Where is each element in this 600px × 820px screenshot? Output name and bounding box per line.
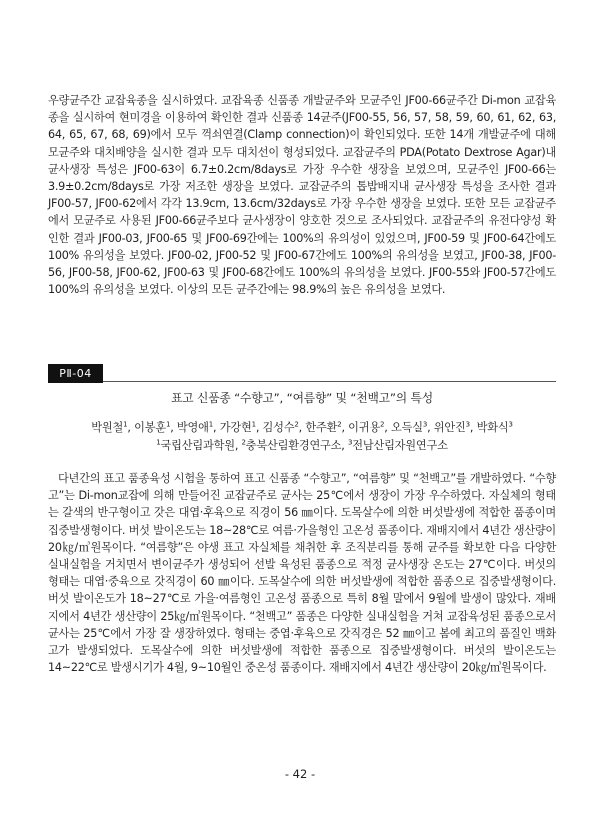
author: 가강현$^1$ (219, 420, 256, 434)
author: 이봉훈$^1$ (134, 420, 171, 434)
affiliation: $^3$전남산림자원연구소 (347, 438, 448, 452)
affiliation-list: $^1$국립산림과학원, $^2$충북산림환경연구소, $^3$전남산림자원연구소 (156, 438, 448, 452)
section-rule (103, 381, 556, 382)
body-paragraph-2: 다년간의 표고 품종육성 시험을 통하여 표고 신품종 “수향고”, “여름향” 및 “천백고”를 개발하였다. “수향고”는 Di-mon교잡에 의해 만들어진 교잡균주로 균사는 25℃에서 생장이 가장 우수하였다. 자실체의 형태는 갈색의 반구형이고 갓은 대엽·후육으로 직경이 56 ㎜이다. 도목살수에 의한 버섯발생에 적합한 품종이며 집중발생형이다. 버섯 발이온도는 18~28℃로 여름·가을형인 고온성 품종이다. 재배지에서 4년간 생산량이 20㎏/㎥원목이다. “여름향”은 야생 표고 자실체를 채취한 후 조직분리를 통해 균주를 확보한 다음 다양한 실내실험을 거치면서 변이균주가 생성되어 선발 육성된 품종으로 적정 균사생장 온도는 27℃이다. 버섯의 형태는 대엽·중육으로 갓직경이 60 ㎜이다. 도목살수에 의한 버섯발생에 적합한 품종으로 집중발생형이다. 버섯 발이온도가 18~27℃로 가을·여름형인 고온성 품종으로 특히 8월 말에서 9월에 발생이 많았다. 재배지에서 4년간 생산량이 25㎏/㎥원목이다. “천백고” 품종은 다양한 실내실험을 거쳐 교잡육성된 품종으로서 균사는 25℃에서 가장 잘 생장하였다. 형태는 중엽·후육으로 갓직경은 52 ㎜이고 봄에 최고의 품질인 백화고가 발생되었다. 도목살수에 의한 버섯발생에 적합한 품종으로 집중발생형이다. 버섯의 발이온도는 14~22℃로 발생시기가 4월, 9~10월인 중온성 품종이다. 재배지에서 4년간 생산량이 20㎏/㎥원목이다. (48, 472, 556, 675)
section-title: 표고 신품종 “수향고”, “여름향” 및 “천백고”의 특성 (171, 391, 433, 405)
affiliation: $^1$국립산림과학원 (156, 438, 235, 452)
author-list: 박원철$^1$, 이봉훈$^1$, 박영애$^1$, 가강현$^1$, 김성수$^2$, 한주환$^2$, 이귀용$^2$, 오득실$^3$, 위안진$^3$, 박화식$^3$ (91, 420, 513, 434)
section-tag: PⅡ-04 (48, 364, 103, 383)
author: 위안진$^3$ (433, 420, 470, 434)
author: 박영애$^1$ (176, 420, 214, 434)
author: 한주환$^2$ (305, 420, 342, 434)
author: 오득실$^3$ (390, 420, 428, 434)
page-number: - 42 - (284, 767, 316, 781)
author: 김성수$^2$ (262, 420, 299, 434)
author: 이귀용$^2$ (348, 420, 385, 434)
body-paragraph-1: 우량균주간 교잡육종을 실시하였다. 교잡육종 신품종 개발균주와 모균주인 JF00-66균주간 Di-mon 교잡육종을 실시하여 현미경을 이용하여 확인한 결과 신품종 14균주(JF00-55, 56, 57, 58, 59, 60, 61, 62, 63, 64, 65, 67, 68, 69)에서 모두 꺽쇠연결(Clamp connection)이 확인되었다. 또한 14개 개발균주에 대해 모균주와 대치배양을 실시한 결과 모두 대치선이 형성되었다. 교잡균주의 PDA(Potato Dextrose Agar)내 균사생장 특성은 JF00-63이 6.7±0.2cm/8days로 가장 우수한 생장을 보였으며, 모균주인 JF00-66는 3.9±0.2cm/8days로 가장 저조한 생장을 보였다. 교잡균주의 톱밥배지내 균사생장 특성을 조사한 결과 JF00-57, JF00-62에서 각각 13.9cm, 13.6cm/32days로 가장 우수한 생장을 보였다. 또한 모든 교잡균주에서 모균주로 사용된 JF00-66균주보다 균사생장이 양호한 것으로 조사되었다. 교잡균주의 유전다양성 확인한 결과 JF00-03, JF00-65 및 JF00-69간에는 100%의 유의성이 있었으며, JF00-59 및 JF00-64간에도 100% 유의성을 보였다. JF00-02, JF00-52 및 JF00-67간에도 100%의 유의성을 보였고, JF00-38, JF00-56, JF00-58, JF00-62, JF00-63 및 JF00-68간에도 100%의 유의성을 보였다. JF00-55와 JF00-57간에도 100%의 유의성을 보였다. 이상의 모든 균주간에는 98.9%의 높은 유의성을 보였다. (48, 94, 556, 297)
author: 박화식$^3$ (476, 420, 513, 434)
author: 박원철$^1$ (91, 420, 128, 434)
affiliation: $^2$충북산림환경연구소 (241, 438, 342, 452)
